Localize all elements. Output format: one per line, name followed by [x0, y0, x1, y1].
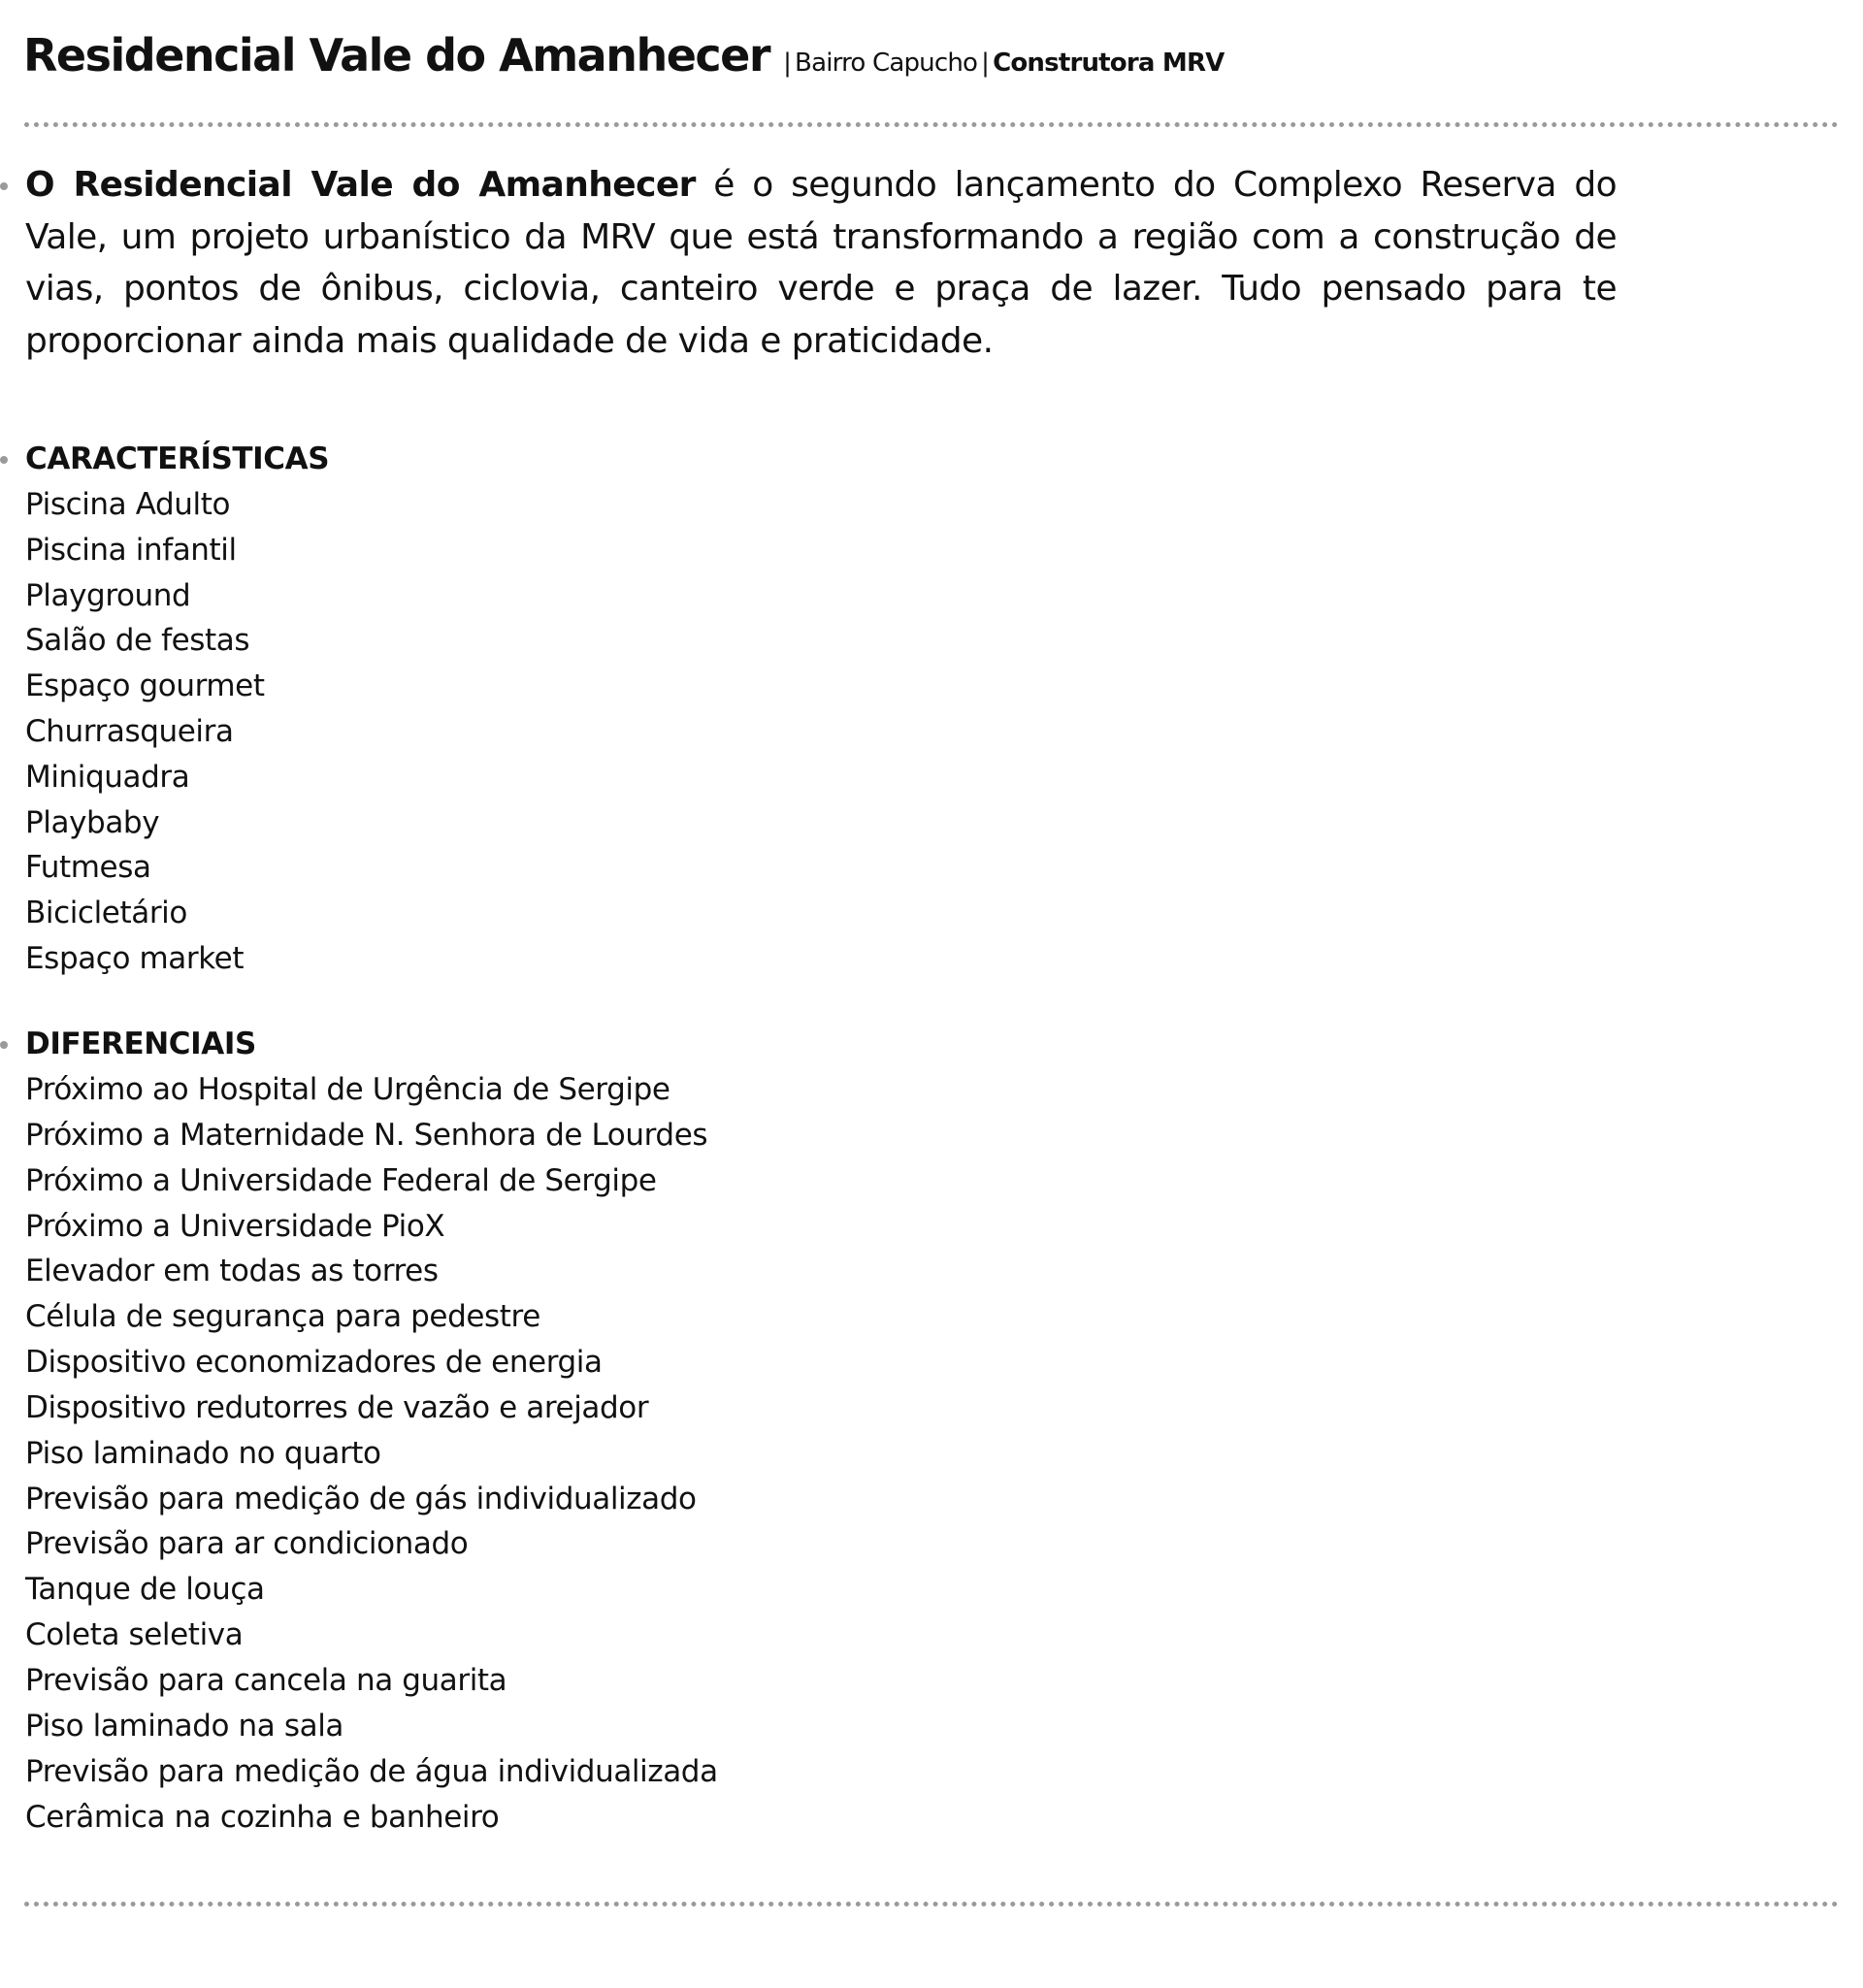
list-item: Piso laminado na sala	[25, 1708, 344, 1744]
list-item: Próximo ao Hospital de Urgência de Sergipe	[25, 1072, 670, 1107]
page-subtitle	[779, 49, 1224, 78]
list-item: Próximo a Universidade Federal de Sergipe	[25, 1162, 657, 1198]
builder-label: Construtora MRV	[993, 49, 1225, 78]
top-divider	[24, 122, 1839, 127]
list-item: Coleta seletiva	[25, 1617, 244, 1653]
list-item: Previsão para medição de água individualizada	[25, 1753, 718, 1789]
list-item: Salão de festas	[25, 623, 250, 659]
bullet-icon	[0, 456, 8, 464]
list-item: Playground	[25, 577, 191, 613]
diferenciais-section	[25, 1022, 718, 1840]
caracteristicas-section	[25, 437, 329, 982]
list-item: Previsão para ar condicionado	[25, 1526, 469, 1562]
list-item: Próximo a Maternidade N. Senhora de Lourdes	[25, 1117, 708, 1153]
list-item: Miniquadra	[25, 759, 190, 795]
list-item: Piscina infantil	[25, 532, 237, 568]
intro-text: é o segundo lançamento do Complexo Reserva do Vale, um projeto urbanístico da MRV que está transformando a região com a construção de vias, pontos de ônibus, ciclovia, canteiro verde e praça de lazer. Tudo pensado para te proporcionar ainda mais qualidade de vida e praticidade.	[25, 165, 1617, 361]
list-item: Próximo a Universidade PioX	[25, 1208, 445, 1244]
list-item: Célula de segurança para pedestre	[25, 1299, 540, 1335]
diferenciais-list	[25, 1067, 718, 1840]
list-item: Playbaby	[25, 804, 160, 840]
list-item: Elevador em todas as torres	[25, 1254, 439, 1289]
list-item: Futmesa	[25, 850, 151, 886]
diferenciais-heading: DIFERENCIAIS	[25, 1027, 256, 1061]
list-item: Dispositivo redutorres de vazão e arejador	[25, 1389, 649, 1425]
bullet-icon	[0, 1041, 8, 1049]
list-item: Piso laminado no quarto	[25, 1435, 381, 1471]
list-item: Previsão para cancela na guarita	[25, 1662, 507, 1698]
intro-lead: O Residencial Vale do Amanhecer	[25, 165, 696, 205]
bottom-divider	[24, 1902, 1839, 1907]
list-item: Churrasqueira	[25, 713, 234, 749]
list-item: Espaço gourmet	[25, 668, 265, 704]
page-header	[23, 29, 1225, 81]
page-title: Residencial Vale do Amanhecer	[23, 29, 770, 81]
list-item: Cerâmica na cozinha e banheiro	[25, 1799, 500, 1835]
intro-paragraph	[25, 159, 1617, 367]
list-item: Dispositivo economizadores de energia	[25, 1345, 603, 1381]
list-item: Tanque de louça	[25, 1572, 265, 1608]
caracteristicas-list	[25, 482, 329, 982]
list-item: Bicicletário	[25, 896, 187, 931]
caracteristicas-heading: CARACTERÍSTICAS	[25, 441, 330, 476]
bullet-icon	[0, 182, 8, 190]
separator: |	[783, 49, 792, 78]
list-item: Previsão para medição de gás individualizado	[25, 1481, 697, 1516]
separator: |	[981, 49, 990, 78]
list-item: Espaço market	[25, 940, 245, 976]
list-item: Piscina Adulto	[25, 487, 231, 522]
neighborhood-label: Bairro Capucho	[795, 49, 978, 78]
